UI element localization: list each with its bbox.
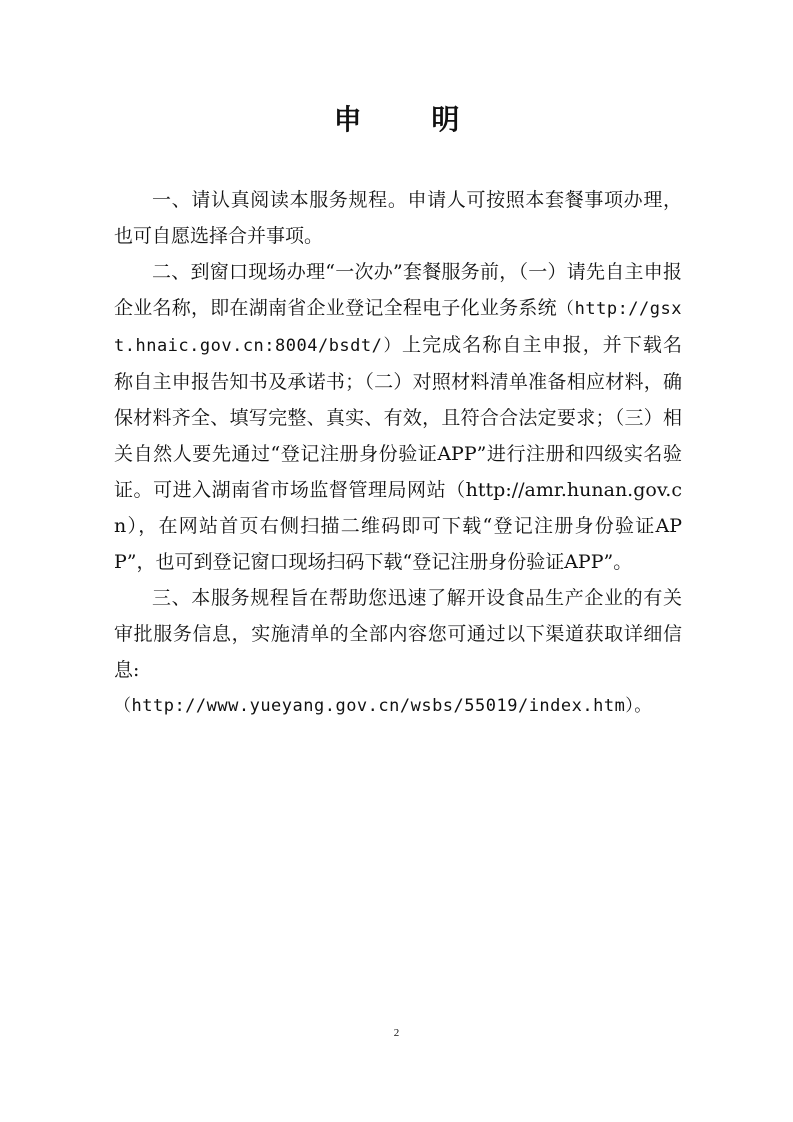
info-channel-url: （http://www.yueyang.gov.cn/wsbs/55019/index.htm）。 — [114, 696, 652, 716]
paragraph-1: 一、请认真阅读本服务规程。申请人可按照本套餐事项办理，也可自愿选择合并事项。 — [114, 189, 682, 247]
document-body — [114, 182, 682, 724]
registration-system-url: （http://gsxt.hnaic.gov.cn:8004/bsdt/） — [114, 299, 682, 356]
paragraph-2 — [114, 254, 682, 580]
paragraph-3: 三、本服务规程旨在帮助您迅速了解开设食品生产企业的有关审批服务信息，实施清单的全部内容您可通过以下渠道获取详细信息: — [114, 587, 682, 681]
page-number: 2 — [393, 1027, 400, 1039]
paragraph-2-text-b: 上完成名称自主申报，并下载名称自主申报告知书及承诺书；（二）对照材料清单准备相应材料，确保材料齐全、填写完整、真实、有效，且符合合法定要求；（三）相关自然人要先通过“登记注册身份验证APP”进行注册和四级实名验证。可进入湖南省市场监督管理局网站（http://amr.hunan.gov.cn），在网站首页右侧扫描二维码即可下载“登记注册身份验证APP”，也可到登记窗口现场扫码下载“登记注册身份验证APP”。 — [114, 334, 682, 573]
paragraph-2-text-a: 二、到窗口现场办理“一次办”套餐服务前，（一）请先自主申报企业名称，即在湖南省企业登记全程电子化业务系统 — [114, 261, 682, 319]
page-title: 申 明 — [333, 103, 490, 136]
